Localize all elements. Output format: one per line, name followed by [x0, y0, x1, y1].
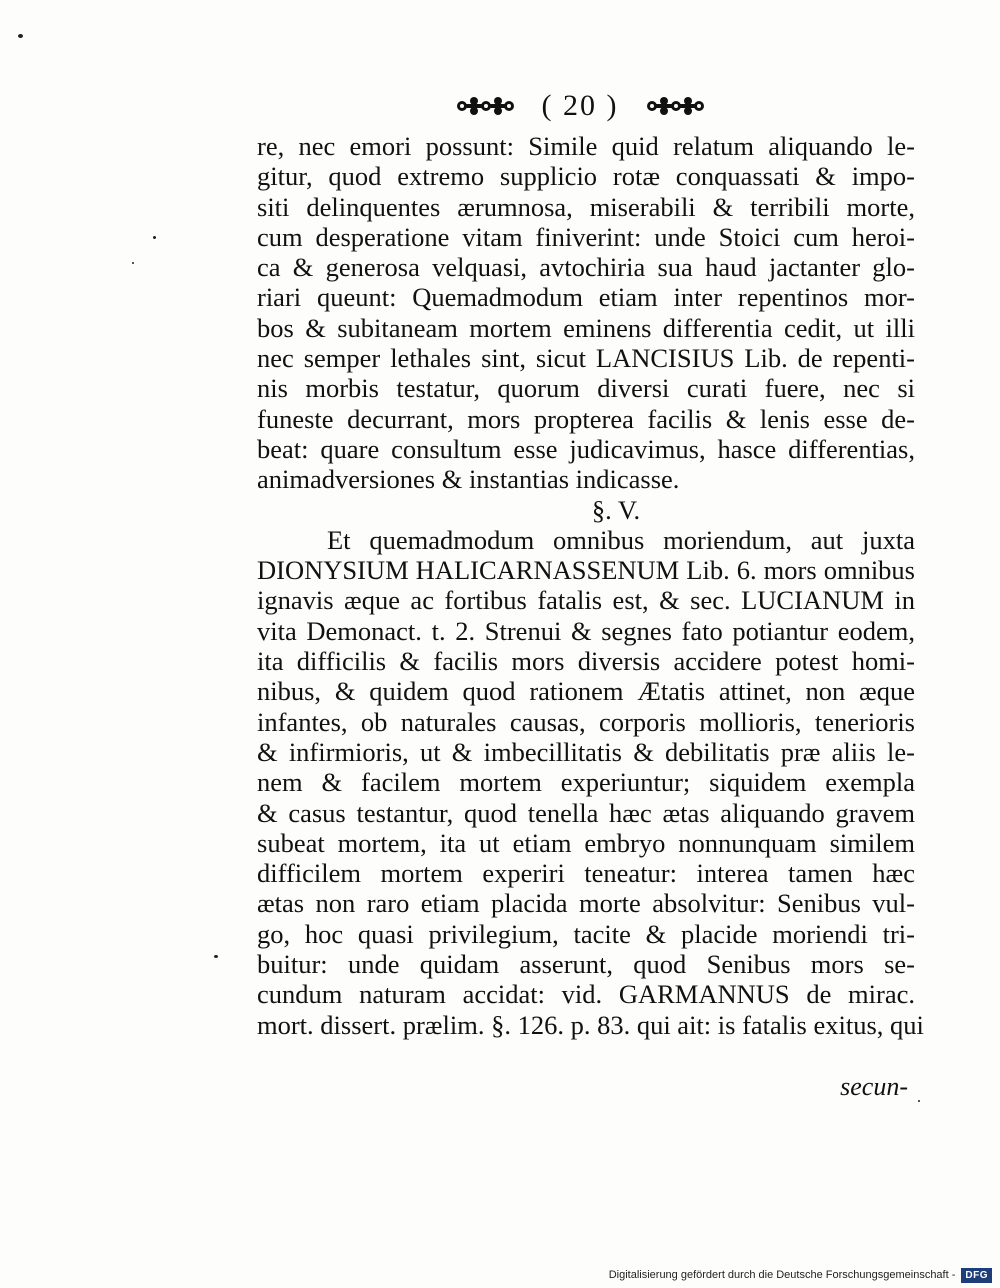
text-line: mort. dissert. prælim. §. 126. p. 83. qui ait: is fatalis exitus, qui	[257, 1009, 924, 1040]
text-line: nibus, & quidem quod rationem Ætatis attinet, non æque	[257, 676, 915, 707]
text-line: re, nec emori possunt: Simile quid relatum aliquando le-	[257, 131, 915, 161]
text-line: DIONYSIUM HALICARNASSENUM Lib. 6. mors omnibus	[257, 555, 915, 586]
body-text	[257, 131, 924, 1040]
dfg-logo: DFG	[961, 1268, 992, 1283]
text-line: ita difficilis & facilis mors diversis accidere potest homi-	[257, 646, 915, 677]
text-line: gitur, quod extremo supplicio rotæ conquassati & impo-	[257, 161, 915, 192]
text-line: Et quemadmodum omnibus moriendum, aut juxta	[327, 524, 915, 555]
text-line: buitur: unde quidam asserunt, quod Senibus mors se-	[257, 949, 915, 980]
text-line: nem & facilem mortem experiuntur; siquidem exempla	[257, 767, 915, 798]
scan-speck	[18, 34, 23, 38]
text-line: nec semper lethales sint, sicut LANCISIUS Lib. de repenti-	[257, 343, 915, 374]
text-line: siti delinquentes ærumnosa, miserabili & terribili morte,	[257, 191, 915, 222]
credit-text: Digitalisierung gefördert durch die Deutsche Forschungsgemeinschaft -	[608, 1269, 956, 1281]
printers-ornament-icon	[454, 93, 516, 119]
text-line: beat: quare consultum esse judicavimus, hasce differentias,	[257, 433, 915, 464]
scan-speck	[214, 955, 218, 958]
text-line: difficilem mortem experiri teneatur: interea tamen hæc	[257, 858, 915, 889]
text-line: ætas non raro etiam placida morte absolvitur: Senibus vul-	[257, 888, 915, 919]
digitization-credit	[609, 1265, 992, 1285]
text-line: subeat mortem, ita ut etiam embryo nonnunquam similem	[257, 827, 915, 858]
text-line: & casus testantur, quod tenella hæc ætas aliquando gravem	[257, 797, 915, 828]
text-line: cum desperatione vitam finiverint: unde Stoici cum heroi-	[257, 221, 915, 252]
text-line: ignavis æque ac fortibus fatalis est, & sec. LUCIANUM in	[257, 585, 915, 616]
text-line: go, hoc quasi privilegium, tacite & placide moriendi tri-	[257, 918, 915, 949]
page-number: ( 20 )	[541, 89, 619, 122]
text-line: nis morbis testatur, quorum diversi curati fuere, nec si	[257, 373, 915, 404]
text-line: & infirmioris, ut & imbecillitatis & debilitatis præ aliis le-	[257, 736, 915, 767]
text-line: ca & generosa velquasi, avtochiria sua haud jactanter glo-	[257, 252, 915, 283]
page-header	[440, 86, 720, 126]
printers-ornament-icon	[644, 93, 706, 119]
scan-speck	[132, 262, 134, 264]
text-line: animadversiones & instantias indicasse.	[257, 464, 680, 495]
scan-speck	[918, 1100, 920, 1102]
section-heading: §. V.	[591, 494, 641, 525]
text-line: cundum naturam accidat: vid. GARMANNUS de mirac.	[257, 979, 915, 1010]
text-line: riari queunt: Quemadmodum etiam inter repentinos mor-	[257, 282, 915, 313]
text-line: vita Demonact. t. 2. Strenui & segnes fato potiantur eodem,	[257, 615, 915, 646]
text-line: bos & subitaneam mortem eminens differentia cedit, ut illi	[257, 312, 915, 343]
catchword: secun-	[840, 1072, 908, 1101]
scan-speck	[153, 236, 156, 239]
text-line: infantes, ob naturales causas, corporis mollioris, tenerioris	[257, 706, 915, 737]
text-line: funeste decurrant, mors propterea facilis & lenis esse de-	[257, 403, 915, 434]
